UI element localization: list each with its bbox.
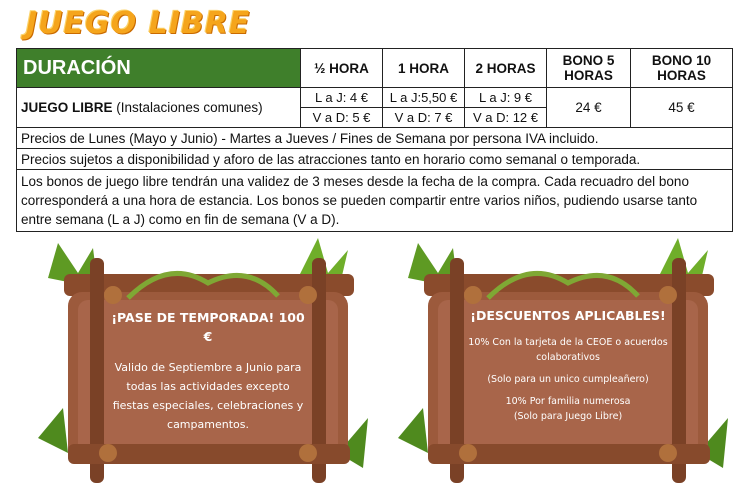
- row-label: [17, 88, 301, 128]
- note-availability: Precios sujetos a disponibilidad y aforo de las atracciones tanto en horario como semanal o temporada.: [17, 149, 733, 170]
- price-half-hour-weekday: L a J: 4 €: [301, 88, 383, 108]
- row-label-bold: JUEGO LIBRE: [21, 100, 113, 115]
- discount-large-family-note: (Solo para Juego Libre): [513, 411, 623, 422]
- price-bono-5: 24 €: [547, 88, 631, 128]
- duration-header: DURACIÓN: [17, 49, 301, 88]
- season-pass-heading: ¡PASE DE TEMPORADA! 100 €: [111, 310, 305, 344]
- discounts-heading: ¡DESCUENTOS APLICABLES!: [470, 308, 666, 323]
- price-one-hour-weekend: V a D: 7 €: [383, 108, 465, 128]
- row-label-rest: (Instalaciones comunes): [116, 100, 263, 115]
- discounts-board: [398, 238, 738, 488]
- price-two-hours-weekend: V a D: 12 €: [465, 108, 547, 128]
- price-half-hour-weekend: V a D: 5 €: [301, 108, 383, 128]
- price-one-hour-weekday: L a J:5,50 €: [383, 88, 465, 108]
- season-pass-board: [38, 238, 378, 488]
- note-prices: Precios de Lunes (Mayo y Junio) - Martes a Jueves / Fines de Semana por persona IVA incluido.: [17, 128, 733, 149]
- col-one-hour: 1 HORA: [383, 49, 465, 88]
- discount-ceoe: 10% Con la tarjeta de la CEOE o acuerdos colaborativos: [468, 337, 668, 363]
- price-table: [16, 48, 733, 232]
- price-two-hours-weekday: L a J: 9 €: [465, 88, 547, 108]
- col-bono-5: BONO 5 HORAS: [547, 49, 631, 88]
- price-bono-10: 45 €: [631, 88, 733, 128]
- discount-large-family: 10% Por familia numerosa: [505, 396, 631, 407]
- note-bonos: Los bonos de juego libre tendrán una validez de 3 meses desde la fecha de la compra. Cada recuadro del bono corresponderá a una hora de estancia. Los bonos se pueden compartir entre varios niños, pudiendo usarse tanto entre semana (L a J) como en fin de semana (V a D).: [17, 170, 733, 232]
- col-half-hour: ½ HORA: [301, 49, 383, 88]
- discount-ceoe-note: (Solo para un unico cumpleañero): [487, 374, 649, 385]
- col-two-hours: 2 HORAS: [465, 49, 547, 88]
- col-bono-10: BONO 10 HORAS: [631, 49, 733, 88]
- season-pass-body: Valido de Septiembre a Junio para todas las actividades excepto fiestas especiales, celebraciones y campamentos.: [112, 361, 304, 431]
- page-title: JUEGO LIBRE: [26, 6, 251, 41]
